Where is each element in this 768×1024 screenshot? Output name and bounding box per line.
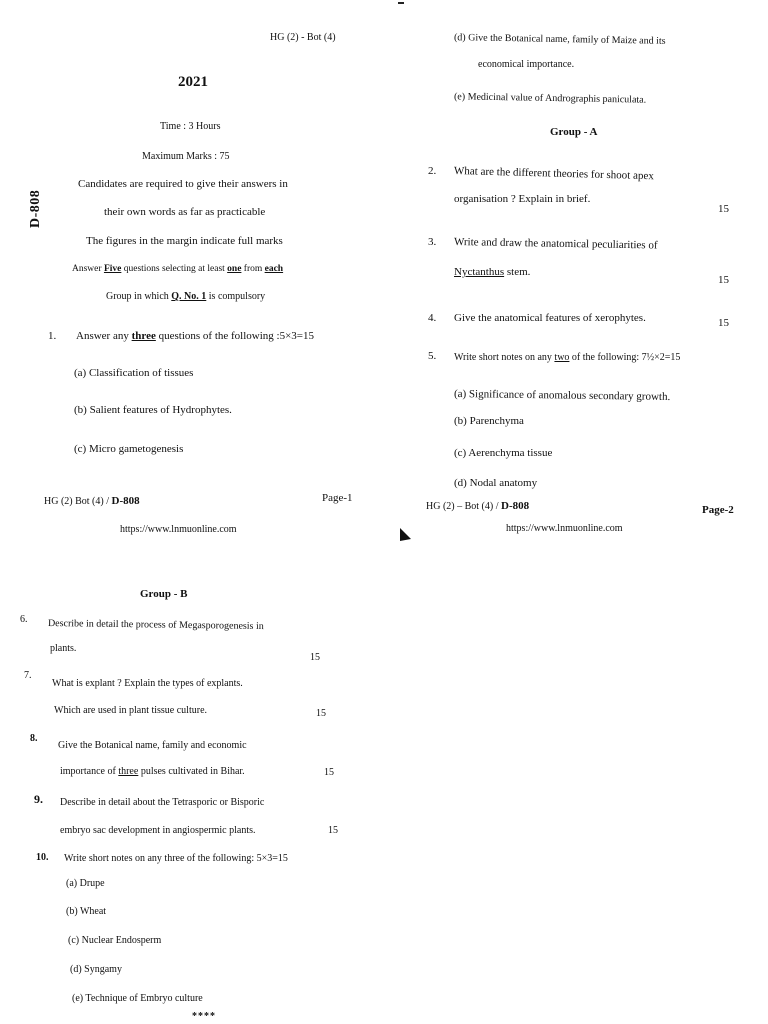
question-1b: (b) Salient features of Hydrophytes. bbox=[74, 404, 232, 416]
instruction-line-4: Answer Five questions selecting at least one from each bbox=[72, 264, 284, 274]
question-1c: (c) Micro gametogenesis bbox=[74, 443, 184, 455]
question-8-number: 8. bbox=[30, 733, 38, 744]
instruction-line-5: Group in which Q. No. 1 is compulsory bbox=[106, 291, 266, 302]
max-marks: Maximum Marks : 75 bbox=[142, 151, 230, 162]
scan-mark bbox=[398, 2, 404, 4]
question-5d: (d) Nodal anatomy bbox=[454, 477, 538, 489]
header-code: HG (2) - Bot (4) bbox=[270, 32, 336, 43]
question-3-marks: 15 bbox=[718, 274, 729, 286]
question-1d-line-2: economical importance. bbox=[478, 59, 575, 70]
question-8-marks: 15 bbox=[324, 767, 334, 778]
question-10e: (e) Technique of Embryo culture bbox=[72, 993, 203, 1004]
question-9-number: 9. bbox=[34, 792, 43, 806]
question-9-marks: 15 bbox=[328, 825, 338, 836]
paper-code-vertical: D-808 bbox=[28, 189, 43, 228]
cursor-arrow-icon bbox=[400, 528, 412, 542]
question-9-line-1: Describe in detail about the Tetrasporic or Bisporic bbox=[60, 797, 265, 808]
question-6-number: 6. bbox=[20, 614, 28, 625]
instruction-line-2: their own words as far as practicable bbox=[104, 206, 266, 218]
question-1a: (a) Classification of tissues bbox=[74, 367, 194, 379]
question-4-marks: 15 bbox=[718, 317, 729, 329]
page-2-number: Page-2 bbox=[702, 504, 734, 516]
question-10d: (d) Syngamy bbox=[70, 964, 122, 975]
page-1-footer-code: HG (2) Bot (4) / D-808 bbox=[44, 495, 140, 507]
question-1-text: Answer any three questions of the following :5×3=15 bbox=[76, 330, 314, 342]
question-10b: (b) Wheat bbox=[66, 906, 107, 917]
question-5a: (a) Significance of anomalous secondary growth. bbox=[453, 388, 671, 404]
page-1-url: https://www.lnmuonline.com bbox=[120, 524, 237, 535]
question-1-number: 1. bbox=[48, 330, 57, 342]
question-10a: (a) Drupe bbox=[66, 878, 105, 889]
question-2-line-1: What are the different theories for shoot apex bbox=[453, 165, 654, 183]
question-1e: (e) Medicinal value of Andrographis paniculata. bbox=[453, 91, 647, 106]
end-of-paper-mark: **** bbox=[192, 1011, 216, 1022]
question-3-number: 3. bbox=[428, 236, 437, 248]
question-2-line-2: organisation ? Explain in brief. bbox=[454, 193, 591, 205]
question-4-number: 4. bbox=[428, 312, 437, 324]
question-8-line-1: Give the Botanical name, family and economic bbox=[58, 740, 247, 751]
page-2-footer-code: HG (2) – Bot (4) / D-808 bbox=[426, 500, 530, 512]
question-4-text: Give the anatomical features of xerophytes. bbox=[454, 312, 646, 324]
exam-year: 2021 bbox=[178, 74, 208, 90]
question-7-line-1: What is explant ? Explain the types of explants. bbox=[52, 678, 243, 689]
question-2-number: 2. bbox=[428, 165, 437, 177]
question-6-line-2: plants. bbox=[50, 643, 77, 654]
question-6-marks: 15 bbox=[310, 652, 320, 663]
question-5-number: 5. bbox=[428, 350, 437, 362]
question-10-number: 10. bbox=[36, 852, 49, 863]
question-3-line-1: Write and draw the anatomical peculiarities of bbox=[453, 236, 658, 252]
question-7-marks: 15 bbox=[316, 708, 326, 719]
group-a-heading: Group - A bbox=[550, 126, 598, 138]
group-b-heading: Group - B bbox=[140, 588, 188, 600]
exam-time: Time : 3 Hours bbox=[160, 121, 221, 132]
question-7-number: 7. bbox=[24, 670, 32, 681]
question-3-line-2: Nyctanthus stem. bbox=[454, 266, 531, 278]
question-7-line-2: Which are used in plant tissue culture. bbox=[54, 705, 208, 716]
question-10c: (c) Nuclear Endosperm bbox=[68, 935, 162, 946]
instruction-line-1: Candidates are required to give their answers in bbox=[78, 178, 288, 190]
page-1-number: Page-1 bbox=[322, 492, 353, 504]
page-2-url: https://www.lnmuonline.com bbox=[506, 523, 623, 534]
question-1d-line-1: (d) Give the Botanical name, family of Maize and its bbox=[453, 32, 666, 47]
question-5c: (c) Aerenchyma tissue bbox=[454, 447, 553, 459]
question-10-text: Write short notes on any three of the following: 5×3=15 bbox=[64, 853, 288, 864]
instruction-line-3: The figures in the margin indicate full marks bbox=[86, 235, 283, 247]
question-5-text: Write short notes on any two of the following: 7½×2=15 bbox=[454, 352, 681, 363]
question-9-line-2: embryo sac development in angiospermic plants. bbox=[60, 825, 256, 836]
question-6-line-1: Describe in detail the process of Megasporogenesis in bbox=[47, 618, 264, 633]
question-8-line-2: importance of three pulses cultivated in Bihar. bbox=[60, 766, 245, 777]
question-5b: (b) Parenchyma bbox=[454, 415, 524, 427]
question-2-marks: 15 bbox=[718, 203, 729, 215]
